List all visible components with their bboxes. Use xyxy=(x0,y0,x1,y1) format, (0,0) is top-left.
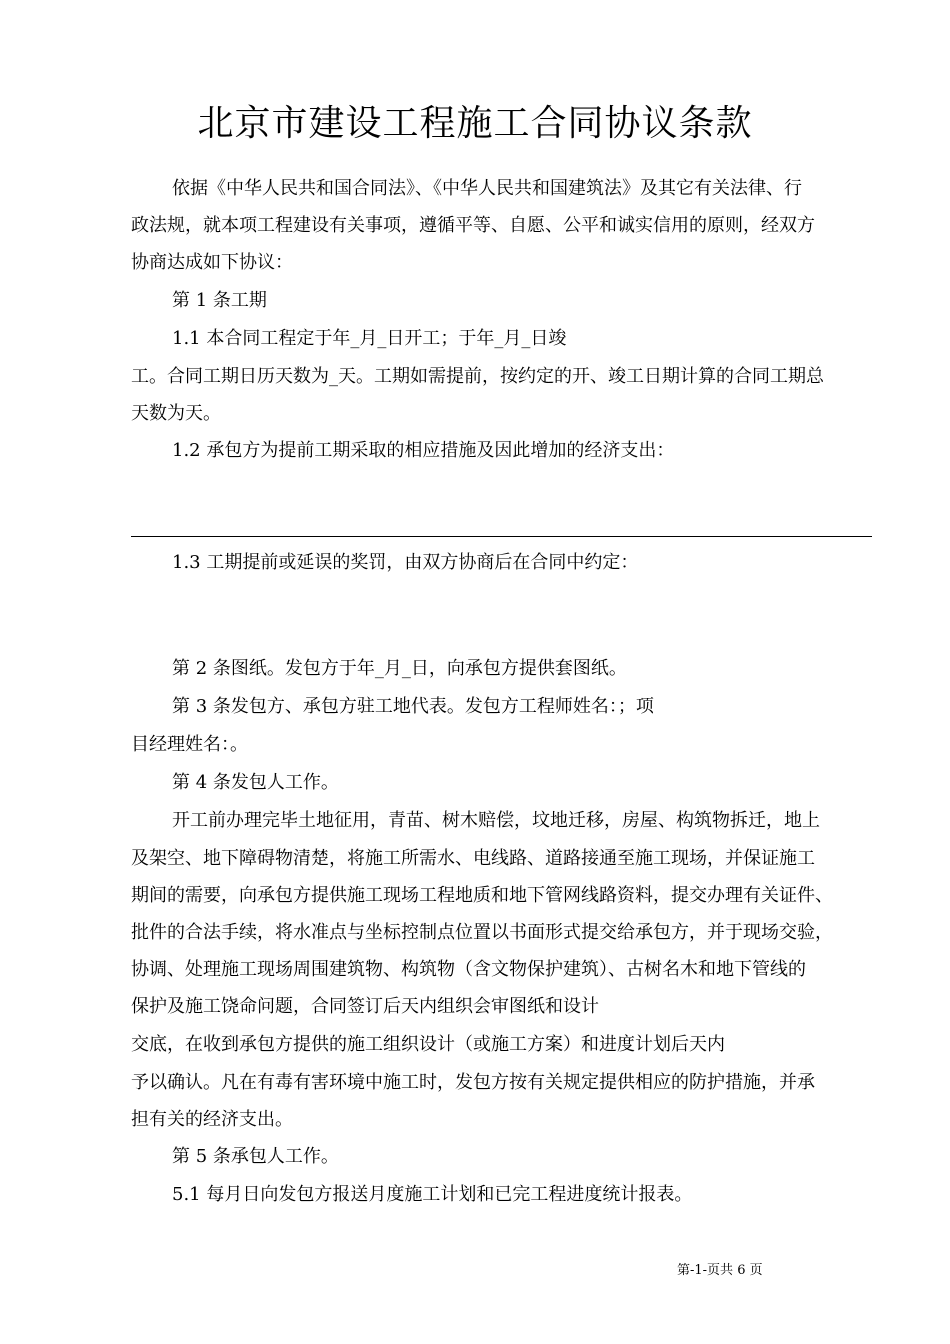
paragraph-line: 批件的合法手续，将水准点与坐标控制点位置以书面形式提交给承包方，并于现场交验， xyxy=(131,922,833,943)
paragraph-line: 协商达成如下协议： xyxy=(131,252,293,273)
paragraph-line: 协调、处理施工现场周围建筑物、构筑物（含文物保护建筑）、古树名木和地下管线的 xyxy=(131,959,806,980)
paragraph-line: 交底，在收到承包方提供的施工组织设计（或施工方案）和进度计划后天内 xyxy=(131,1034,725,1055)
paragraph-line: 期间的需要，向承包方提供施工现场工程地质和地下管网线路资料，提交办理有关证件、 xyxy=(131,885,833,906)
paragraph-line: 保护及施工饶命问题，合同签订后天内组织会审图纸和设计 xyxy=(131,996,599,1017)
paragraph-line: 5.1 每月日向发包方报送月度施工计划和已完工程进度统计报表。 xyxy=(172,1184,693,1205)
article-heading: 第 3 条发包方、承包方驻工地代表。发包方工程师姓名：；项 xyxy=(172,696,654,717)
paragraph-line: 1.3 工期提前或延误的奖罚，由双方协商后在合同中约定： xyxy=(172,552,639,573)
article-heading: 第 1 条工期 xyxy=(172,290,267,311)
paragraph-line: 及架空、地下障碍物清楚，将施工所需水、电线路、道路接通至施工现场，并保证施工 xyxy=(131,848,815,869)
document-title: 北京市建设工程施工合同协议条款 xyxy=(197,103,753,144)
paragraph-line: 工。合同工期日历天数为_天。工期如需提前，按约定的开、竣工日期计算的合同工期总 xyxy=(131,366,824,387)
paragraph-line: 1.1 本合同工程定于年_月_日开工；于年_月_日竣 xyxy=(172,328,567,349)
paragraph-line: 目经理姓名：。 xyxy=(131,734,248,755)
page-footer: 第-1-页共 6 页 xyxy=(677,1263,763,1278)
paragraph-line: 予以确认。凡在有毒有害环境中施工时，发包方按有关规定提供相应的防护措施，并承 xyxy=(131,1072,815,1093)
paragraph-line: 天数为天。 xyxy=(131,403,221,424)
paragraph-line: 1.2 承包方为提前工期采取的相应措施及因此增加的经济支出： xyxy=(172,440,675,461)
paragraph-line: 政法规，就本项工程建设有关事项，遵循平等、自愿、公平和诚实信用的原则，经双方 xyxy=(131,215,815,236)
article-heading: 第 4 条发包人工作。 xyxy=(172,772,339,793)
article-heading: 第 2 条图纸。发包方于年_月_日，向承包方提供套图纸。 xyxy=(172,658,627,679)
blank-fill-line xyxy=(131,536,872,537)
article-heading: 第 5 条承包人工作。 xyxy=(172,1146,339,1167)
paragraph-line: 依据《中华人民共和国合同法》、《中华人民共和国建筑法》及其它有关法律、行 xyxy=(172,178,802,199)
paragraph-line: 开工前办理完毕土地征用，青苗、树木赔偿，坟地迁移，房屋、构筑物拆迁，地上 xyxy=(172,810,820,831)
paragraph-line: 担有关的经济支出。 xyxy=(131,1109,293,1130)
